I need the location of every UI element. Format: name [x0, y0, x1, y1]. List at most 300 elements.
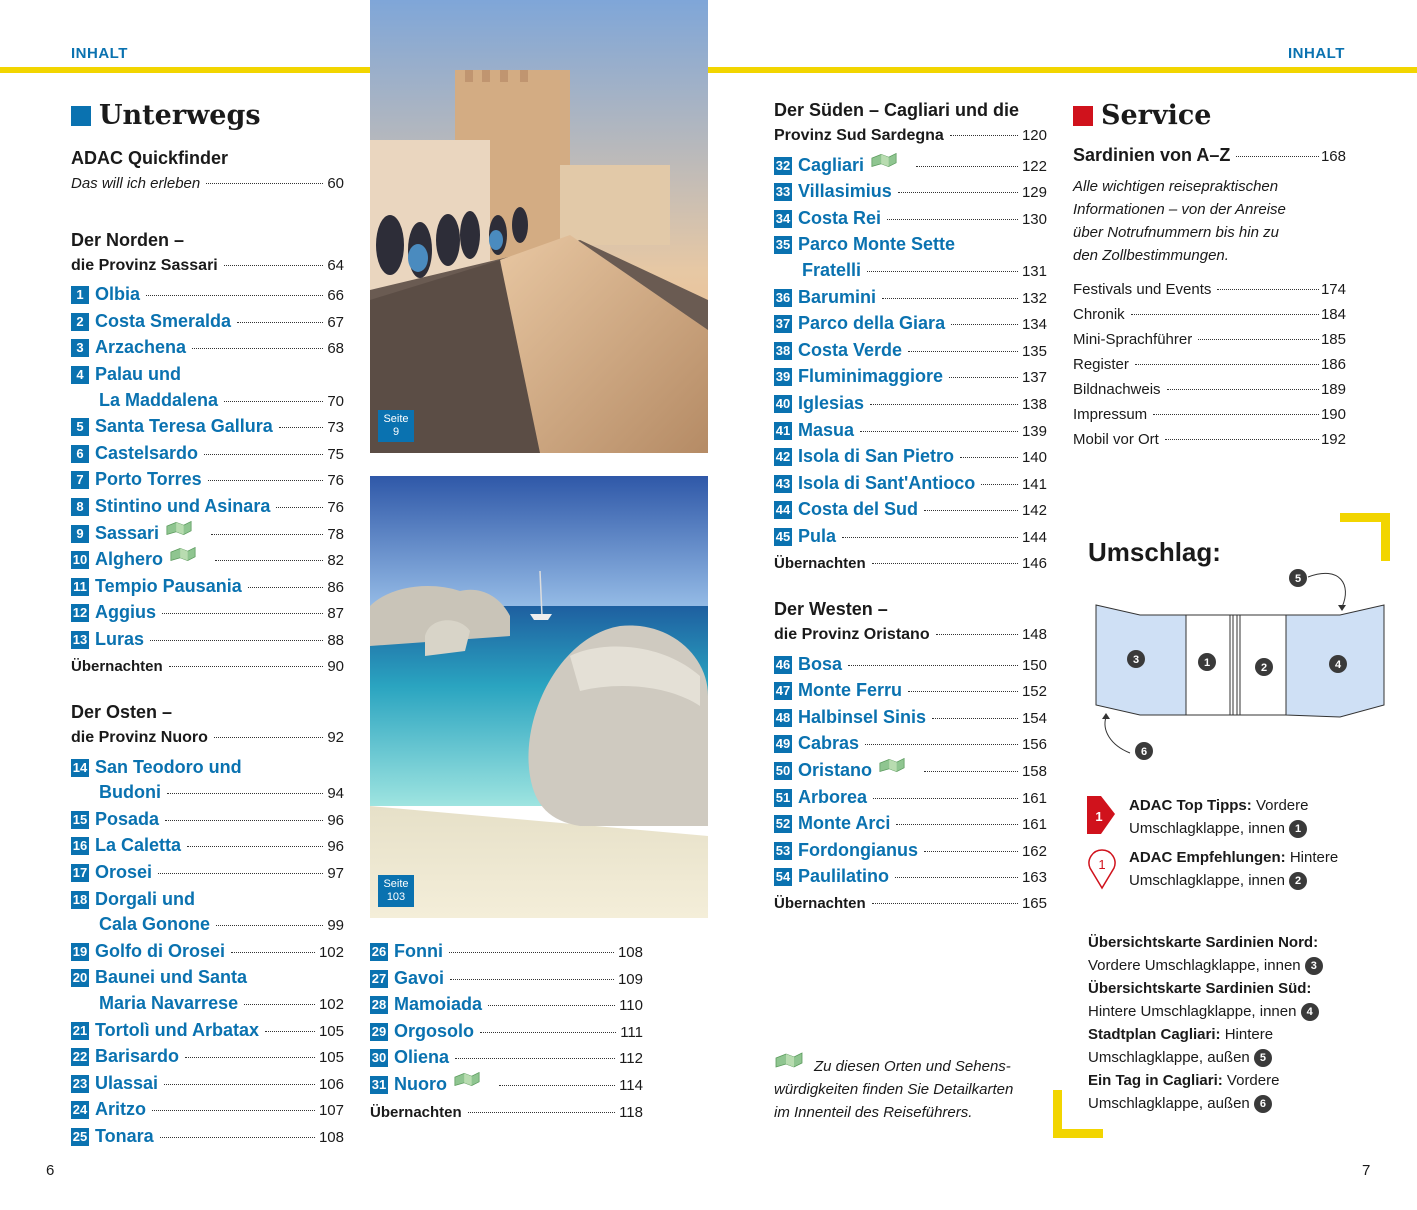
- entry-name: Fordongianus: [798, 839, 918, 860]
- entry-number: 36: [775, 289, 791, 305]
- diagram-label-5: 5: [1294, 573, 1302, 585]
- svg-text:1: 1: [1095, 809, 1103, 824]
- entry-number: 28: [371, 997, 387, 1013]
- service-entry[interactable]: [1073, 327, 1346, 352]
- service-entry-page: 190: [1320, 406, 1346, 423]
- entry-page: 102: [318, 943, 344, 961]
- entry-name: Costa Verde: [798, 339, 903, 360]
- entry-number: 15: [72, 811, 88, 827]
- blue-square-icon: [71, 106, 91, 126]
- entry-page: 142: [1021, 502, 1047, 520]
- quickfinder-title: ADAC Quickfinder: [71, 148, 229, 168]
- entry-page: 96: [327, 838, 344, 856]
- service-entry-name: Chronik: [1073, 306, 1125, 323]
- toc-entry[interactable]: [71, 833, 344, 860]
- entry-name: Isola di Sant'Antioco: [798, 472, 976, 493]
- entry-number: 52: [775, 816, 791, 832]
- entry-number: 49: [775, 736, 791, 752]
- entry-page: 105: [318, 1022, 344, 1040]
- entry-page: 114: [619, 1076, 643, 1094]
- osten-title-row[interactable]: die Provinz Nuoro 92: [71, 729, 344, 747]
- photo-page-badge-bottom[interactable]: Seite 103: [378, 875, 414, 907]
- service-entry-name: Mini-Sprachführer: [1073, 331, 1193, 348]
- entry-name: Masua: [798, 419, 855, 440]
- entry-number: 20: [72, 970, 88, 986]
- toc-entry[interactable]: [774, 785, 1047, 812]
- entry-name: Luras: [95, 628, 145, 649]
- toc-entry[interactable]: [71, 965, 344, 991]
- entry-number: 8: [71, 498, 89, 516]
- unterwegs-heading: Unterwegs: [71, 100, 344, 131]
- toc-entry[interactable]: [71, 574, 344, 601]
- entry-page: 122: [1021, 157, 1047, 175]
- entry-name: Fonni: [394, 941, 443, 961]
- header-rule-left: [0, 67, 370, 73]
- entry-name-2: Maria Navarrese: [99, 993, 239, 1014]
- entry-name: Orosei: [95, 862, 153, 883]
- entry-page: 97: [327, 865, 344, 883]
- diagram-label-4: 4: [1334, 659, 1342, 671]
- toc-entry[interactable]: [774, 811, 1047, 838]
- service-desc-line: Alle wichtigen reisepraktischen: [1073, 178, 1279, 195]
- umschlag-title: Umschlag:: [1088, 537, 1221, 567]
- westen-title-1: Der Westen –: [774, 599, 888, 620]
- entry-number: 38: [775, 342, 791, 358]
- toc-entry[interactable]: [71, 362, 344, 388]
- entry-number: 11: [71, 578, 89, 596]
- map-icon: [870, 151, 896, 165]
- toc-entry[interactable]: [774, 338, 1047, 365]
- service-entry[interactable]: [1073, 427, 1346, 452]
- service-desc-line: über Notrufnummern bis hin zu: [1073, 224, 1279, 241]
- column-sueden-westen: [774, 97, 1047, 917]
- entry-number: 13: [72, 631, 88, 647]
- entry-number: 10: [72, 552, 88, 568]
- entry-name: Tortolì und Arbatax: [95, 1019, 259, 1040]
- toc-entry[interactable]: [774, 652, 1047, 679]
- sueden-list: [774, 153, 1047, 551]
- quickfinder-row[interactable]: Das will ich erleben 60: [71, 175, 344, 192]
- toc-entry[interactable]: [774, 497, 1047, 524]
- entry-page: 161: [1021, 816, 1047, 834]
- toc-entry-continued[interactable]: [71, 991, 344, 1018]
- toc-entry[interactable]: [774, 758, 1047, 785]
- entry-number: 30: [371, 1050, 387, 1066]
- entry-name: Costa del Sud: [798, 499, 919, 520]
- entry-page: 137: [1021, 369, 1047, 387]
- westen-list: [774, 652, 1047, 891]
- entry-page: 162: [1021, 842, 1047, 860]
- entry-number: 41: [775, 422, 791, 438]
- toc-entry[interactable]: [774, 678, 1047, 705]
- entry-number: 39: [775, 369, 791, 385]
- toc-entry[interactable]: [71, 441, 344, 468]
- entry-name-2: Budoni: [99, 782, 161, 803]
- corner-bracket-top: [1340, 513, 1390, 561]
- circle-3-icon: 3: [1305, 957, 1323, 975]
- service-entry[interactable]: [1073, 277, 1346, 302]
- diagram-label-2: 2: [1260, 662, 1268, 674]
- entry-number: 16: [72, 838, 88, 854]
- service-entry-name: Bildnachweis: [1073, 381, 1161, 398]
- page-number-right: 7: [1362, 1162, 1371, 1179]
- entry-number: 34: [775, 210, 791, 226]
- entry-name: Oliena: [394, 1047, 450, 1068]
- entry-number: 22: [72, 1049, 88, 1065]
- header-left: INHALT: [71, 45, 128, 62]
- entry-name: Parco della Giara: [798, 313, 946, 334]
- toc-entry[interactable]: [774, 391, 1047, 418]
- toc-entry[interactable]: [370, 1045, 643, 1072]
- entry-number: 12: [72, 605, 88, 621]
- toc-entry[interactable]: [370, 966, 643, 993]
- entry-name: Mamoiada: [394, 994, 483, 1015]
- red-square-icon: [1073, 106, 1093, 126]
- map-icon: [453, 1070, 479, 1084]
- entry-name: Tempio Pausania: [95, 575, 242, 596]
- entry-page: 140: [1021, 449, 1047, 467]
- toc-entry[interactable]: [774, 444, 1047, 471]
- entry-page: 161: [1021, 789, 1047, 807]
- service-entry-page: 184: [1320, 306, 1346, 323]
- diagram-label-1: 1: [1203, 657, 1211, 669]
- sueden-title-row[interactable]: Provinz Sud Sardegna 120: [774, 127, 1047, 144]
- entry-number: 29: [371, 1023, 387, 1039]
- westen-stay-row[interactable]: Übernachten 165: [774, 895, 1047, 913]
- toc-entry[interactable]: [71, 807, 344, 834]
- entry-page: 82: [327, 552, 344, 570]
- toc-entry[interactable]: [370, 1072, 643, 1099]
- entry-page: 70: [327, 392, 344, 410]
- entry-number: 25: [72, 1129, 88, 1144]
- toc-entry[interactable]: [71, 1071, 344, 1098]
- toc-entry[interactable]: [774, 524, 1047, 551]
- diagram-label-6: 6: [1140, 746, 1148, 758]
- entry-number: 21: [72, 1022, 88, 1038]
- entry-name: Costa Smeralda: [95, 310, 232, 331]
- entry-number: 48: [775, 709, 791, 725]
- entry-number: 18: [72, 891, 88, 907]
- toc-entry[interactable]: [71, 1018, 344, 1045]
- entry-name: Barisardo: [95, 1046, 180, 1067]
- entry-name: Barumini: [798, 286, 877, 307]
- norden-title-row[interactable]: die Provinz Sassari 64: [71, 256, 344, 274]
- entry-name: San Teodoro und: [95, 756, 242, 777]
- toc-entry[interactable]: [71, 1124, 344, 1151]
- entry-number: 40: [775, 395, 791, 411]
- service-entry-page: 186: [1320, 356, 1346, 373]
- entry-name: Tonara: [95, 1126, 154, 1146]
- entry-page: 144: [1021, 528, 1047, 546]
- entry-page: 129: [1021, 184, 1047, 202]
- entry-page: 94: [327, 785, 344, 803]
- entry-name: Baunei und Santa: [95, 967, 248, 988]
- entry-page: 66: [327, 287, 344, 305]
- entry-page: 88: [327, 631, 344, 649]
- entry-name: Dorgali und: [95, 888, 195, 909]
- toc-entry[interactable]: [774, 232, 1047, 258]
- entry-page: 112: [619, 1050, 643, 1068]
- header-right: INHALT: [1288, 45, 1345, 62]
- entry-name: Posada: [95, 808, 160, 829]
- entry-number: 14: [72, 759, 88, 775]
- norden-stay-row[interactable]: Übernachten 90: [71, 657, 344, 675]
- toc-entry[interactable]: [71, 467, 344, 494]
- service-entry-page: 189: [1320, 381, 1346, 398]
- entry-number: 5: [71, 418, 89, 436]
- toc-entry[interactable]: [71, 755, 344, 781]
- map-icon: [165, 519, 191, 533]
- entry-name: Alghero: [95, 549, 164, 570]
- circle-1-icon: 1: [1289, 820, 1307, 838]
- entry-number: 24: [72, 1102, 88, 1118]
- entry-name: Monte Ferru: [798, 680, 903, 701]
- toc-entry[interactable]: [774, 731, 1047, 758]
- osten-list: [71, 755, 344, 1151]
- circle-2-icon: 2: [1289, 872, 1307, 890]
- entry-name: Fluminimaggiore: [798, 366, 944, 387]
- map-note: Zu diesen Orten und Sehens- würdigkeiten finden Sie Detailkarten im Innenteil des Reiseführers.: [774, 1055, 1044, 1124]
- entry-number: 7: [71, 471, 89, 489]
- empfehlungen-text: ADAC Empfehlungen: Hintere Umschlagklappe, innen 2: [1129, 849, 1339, 889]
- entry-number: 43: [775, 475, 791, 491]
- entry-name: Cabras: [798, 733, 860, 754]
- service-entry-name: Register: [1073, 356, 1129, 373]
- service-entry-name: Mobil vor Ort: [1073, 431, 1159, 448]
- toc-entry[interactable]: [71, 600, 344, 627]
- entry-page: 154: [1021, 709, 1047, 727]
- osten-stay-row[interactable]: Übernachten 118: [370, 1103, 643, 1121]
- norden-list: [71, 282, 344, 653]
- service-entry-page: 185: [1320, 331, 1346, 348]
- toc-entry[interactable]: [774, 311, 1047, 338]
- entry-number: 17: [72, 865, 88, 881]
- toc-entry-continued[interactable]: [774, 258, 1047, 285]
- entry-page: 102: [318, 996, 344, 1014]
- entry-number: 33: [775, 184, 791, 200]
- toc-entry[interactable]: [71, 414, 344, 441]
- map-icon: [774, 1052, 804, 1066]
- map-icon: [169, 545, 195, 559]
- entry-name: Cagliari: [798, 154, 865, 175]
- entry-name: Ulassai: [95, 1072, 159, 1093]
- entry-name: Orgosolo: [394, 1020, 474, 1041]
- service-desc-line: den Zollbestimmungen.: [1073, 247, 1229, 264]
- entry-page: 135: [1021, 342, 1047, 360]
- entry-number: 45: [775, 528, 791, 544]
- toc-entry-continued[interactable]: [71, 388, 344, 415]
- toc-entry[interactable]: [774, 285, 1047, 312]
- entry-page: 132: [1021, 289, 1047, 307]
- entry-name: Costa Rei: [798, 207, 882, 228]
- entry-name-2: La Maddalena: [99, 389, 219, 410]
- sueden-stay-row[interactable]: Übernachten 146: [774, 554, 1047, 572]
- diagram-label-3: 3: [1132, 654, 1140, 666]
- column-unterwegs: [71, 100, 344, 1151]
- toc-entry-continued[interactable]: [71, 780, 344, 807]
- toc-entry[interactable]: [71, 494, 344, 521]
- toc-entry[interactable]: [774, 206, 1047, 233]
- entry-page: 76: [327, 472, 344, 490]
- entry-page: 150: [1021, 656, 1047, 674]
- sueden-title-1: Der Süden – Cagliari und die: [774, 100, 1020, 120]
- entry-name: Sassari: [95, 522, 160, 543]
- entry-name-2: Fratelli: [802, 259, 862, 280]
- entry-name: Aritzo: [95, 1099, 146, 1120]
- toc-entry[interactable]: [71, 860, 344, 887]
- toc-entry[interactable]: [774, 153, 1047, 180]
- norden-title-1: Der Norden –: [71, 229, 185, 250]
- toc-entry[interactable]: [71, 939, 344, 966]
- toc-entry[interactable]: [774, 471, 1047, 498]
- entry-page: 109: [617, 970, 643, 988]
- service-entry-page: 174: [1320, 281, 1346, 298]
- entry-number: 4: [71, 366, 89, 384]
- entry-number: 1: [71, 286, 89, 304]
- photo-page-badge-top[interactable]: Seite 9: [378, 410, 414, 442]
- top-tipp-arrow-icon: [1087, 796, 1117, 836]
- map-icon: [878, 756, 904, 770]
- entry-name: Castelsardo: [95, 442, 199, 463]
- toc-entry[interactable]: [774, 364, 1047, 391]
- service-entry[interactable]: [1073, 352, 1346, 377]
- entry-page: 68: [327, 340, 344, 358]
- entry-name: Oristano: [798, 760, 873, 781]
- entry-page: 156: [1021, 736, 1047, 754]
- service-az-row[interactable]: Sardinien von A–Z 168: [1073, 145, 1346, 165]
- entry-name: Golfo di Orosei: [95, 940, 226, 961]
- entry-page: 152: [1021, 683, 1047, 701]
- entry-name: Iglesias: [798, 392, 865, 413]
- entry-number: 9: [71, 525, 89, 543]
- entry-number: 53: [775, 842, 791, 858]
- entry-name: Arborea: [798, 786, 868, 807]
- entry-name: Olbia: [95, 284, 141, 305]
- entry-page: 86: [327, 578, 344, 596]
- entry-name: Monte Arci: [798, 813, 891, 834]
- svg-text:1: 1: [1098, 857, 1106, 872]
- entry-page: 76: [327, 498, 344, 516]
- entry-name: La Caletta: [95, 835, 182, 856]
- service-entry[interactable]: [1073, 302, 1346, 327]
- entry-page: 107: [318, 1102, 344, 1120]
- toc-entry[interactable]: [774, 179, 1047, 206]
- entry-number: 27: [371, 970, 387, 986]
- entry-name-2: Cala Gonone: [99, 914, 211, 935]
- toc-entry[interactable]: [774, 864, 1047, 891]
- entry-number: 37: [775, 316, 791, 332]
- entry-page: 106: [318, 1075, 344, 1093]
- service-entry[interactable]: [1073, 402, 1346, 427]
- osten2-list: [370, 939, 643, 1099]
- entry-name: Pula: [798, 525, 837, 546]
- entry-name: Villasimius: [798, 181, 892, 202]
- entry-name: Porto Torres: [95, 469, 202, 490]
- toc-entry[interactable]: [71, 627, 344, 654]
- toc-entry[interactable]: [71, 1044, 344, 1071]
- toc-entry[interactable]: [71, 887, 344, 913]
- cover-diagram: [1090, 565, 1390, 765]
- entry-number: 26: [371, 944, 387, 959]
- entry-number: 42: [775, 449, 791, 465]
- entry-page: 131: [1021, 262, 1047, 280]
- entry-page: 110: [619, 997, 643, 1015]
- entry-name: Santa Teresa Gallura: [95, 416, 273, 437]
- toc-entry-continued[interactable]: [71, 912, 344, 939]
- service-entry[interactable]: [1073, 377, 1346, 402]
- toc-entry[interactable]: [774, 838, 1047, 865]
- entry-page: 73: [327, 419, 344, 437]
- entry-page: 108: [617, 944, 643, 961]
- entry-page: 67: [327, 313, 344, 331]
- westen-title-row[interactable]: die Provinz Oristano 148: [774, 626, 1047, 644]
- service-entry-page: 192: [1320, 431, 1346, 448]
- toc-entry[interactable]: [370, 939, 643, 966]
- empfehlung-marker-icon: [1087, 848, 1117, 890]
- service-description: [1073, 175, 1346, 267]
- top-tipps-text: ADAC Top Tipps: Vordere Umschlagklappe, innen 1: [1129, 797, 1309, 837]
- entry-number: 6: [71, 445, 89, 463]
- toc-entry[interactable]: [370, 992, 643, 1019]
- entry-page: 141: [1021, 475, 1047, 493]
- entry-page: 108: [318, 1129, 344, 1146]
- entry-page: 158: [1021, 763, 1047, 781]
- karten-list: Übersichtskarte Sardinien Nord: Vordere Umschlagklappe, innen 3 Übersichtskarte Sardinien Süd: Hintere Umschlagklappe, innen 4 Stadtplan Cagliari: Hintere Umschlagklappe, außen 5 Ein Tag in Cagliari: Vordere Umschlagklappe, außen 6: [1088, 931, 1378, 1115]
- entry-page: 134: [1021, 316, 1047, 334]
- entry-name: Gavoi: [394, 967, 445, 988]
- circle-6-icon: 6: [1254, 1095, 1272, 1113]
- entry-page: 163: [1021, 869, 1047, 887]
- column-service: [1073, 100, 1346, 452]
- page-number-left: 6: [46, 1162, 55, 1179]
- entry-number: 47: [775, 683, 791, 699]
- toc-entry[interactable]: [71, 309, 344, 336]
- service-desc-line: Informationen – von der Anreise: [1073, 201, 1286, 218]
- photo-cagliari-terrace: [370, 0, 708, 453]
- toc-entry[interactable]: [774, 418, 1047, 445]
- entry-number: 44: [775, 502, 791, 518]
- service-heading: Service: [1073, 100, 1346, 131]
- entry-name: Palau und: [95, 363, 182, 384]
- service-entry-name: Festivals und Events: [1073, 281, 1212, 298]
- circle-5-icon: 5: [1254, 1049, 1272, 1067]
- entry-page: 105: [318, 1049, 344, 1067]
- circle-4-icon: 4: [1301, 1003, 1319, 1021]
- toc-entry[interactable]: [71, 547, 344, 574]
- entry-name: Nuoro: [394, 1073, 447, 1094]
- toc-entry[interactable]: [71, 521, 344, 548]
- entry-number: 32: [775, 157, 791, 173]
- toc-entry[interactable]: [71, 282, 344, 309]
- entry-number: 54: [775, 869, 791, 885]
- entry-number: 23: [72, 1075, 88, 1091]
- photo-beach-rocks: [370, 476, 708, 918]
- toc-entry[interactable]: [71, 335, 344, 362]
- entry-name: Bosa: [798, 653, 843, 674]
- entry-page: 138: [1021, 395, 1047, 413]
- entry-number: 46: [775, 656, 791, 672]
- entry-name: Aggius: [95, 602, 156, 623]
- toc-entry[interactable]: [774, 705, 1047, 732]
- toc-entry[interactable]: [370, 1019, 643, 1046]
- service-list: [1073, 277, 1346, 452]
- entry-name: Paulilatino: [798, 866, 890, 887]
- entry-page: 87: [327, 605, 344, 623]
- entry-number: 35: [775, 237, 791, 253]
- entry-page: 130: [1021, 210, 1047, 228]
- entry-number: 51: [775, 789, 791, 805]
- toc-entry[interactable]: [71, 1097, 344, 1124]
